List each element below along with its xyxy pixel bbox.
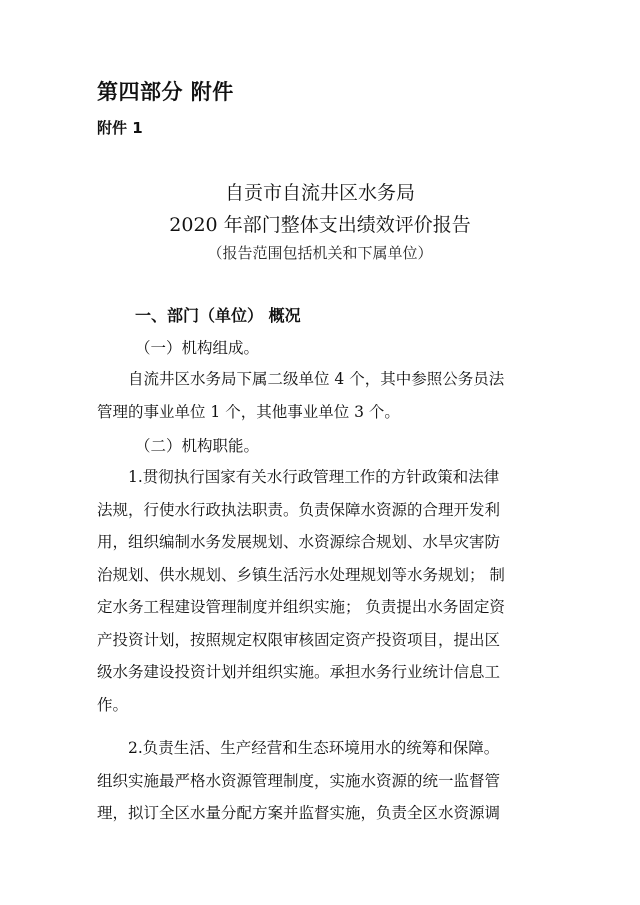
paragraph-line: 理，拟订全区水量分配方案并监督实施，负责全区水资源调 [97,804,501,822]
paragraph-line: 作。 [97,695,129,714]
paragraph-line: 1.贯彻执行国家有关水行政管理工作的方针政策和法律 [128,468,500,486]
paragraph-line: 治规划、供水规划、乡镇生活污水处理规划等水务规划； 制 [97,565,505,584]
subsection-heading: （二）机构职能。 [135,437,260,455]
paragraph-line: 管理的事业单位 1 个，其他事业单位 3 个。 [97,402,400,421]
paragraph-line: 2.负责生活、生产经营和生态环境用水的统筹和保障。 [128,739,500,757]
report-scope: （报告范围包括机关和下属单位） [207,244,433,262]
paragraph-function-1 [97,461,543,721]
paragraph-line: 定水务工程建设管理制度并组织实施； 负责提出水务固定资 [97,598,505,616]
paragraph-line: 产投资计划，按照规定权限审核固定资产投资项目，提出区 [97,630,501,649]
paragraph-line: 级水务建设投资计划并组织实施。承担水务行业统计信息工 [97,663,501,681]
report-title: 2020 年部门整体支出绩效评价报告 [169,214,471,236]
attachment-label: 附件 1 [97,119,143,137]
paragraph-line: 用，组织编制水务发展规划、水资源综合规划、水旱灾害防 [97,533,501,551]
paragraph-line: 法规，行使水行政执法职责。负责保障水资源的合理开发利 [97,500,501,519]
paragraph-line: 组织实施最严格水资源管理制度，实施水资源的统一监督管 [97,771,501,790]
paragraph-function-2 [97,732,543,830]
subsection-heading: （一）机构组成。 [135,339,260,357]
paragraph-organization [97,363,543,428]
part-title: 第四部分 附件 [97,80,234,104]
paragraph-line: 自流井区水务局下属二级单位 4 个，其中参照公务员法 [128,370,505,388]
section-heading: 一、部门（单位） 概况 [135,306,301,325]
report-org-name: 自贡市自流井区水务局 [224,182,415,204]
